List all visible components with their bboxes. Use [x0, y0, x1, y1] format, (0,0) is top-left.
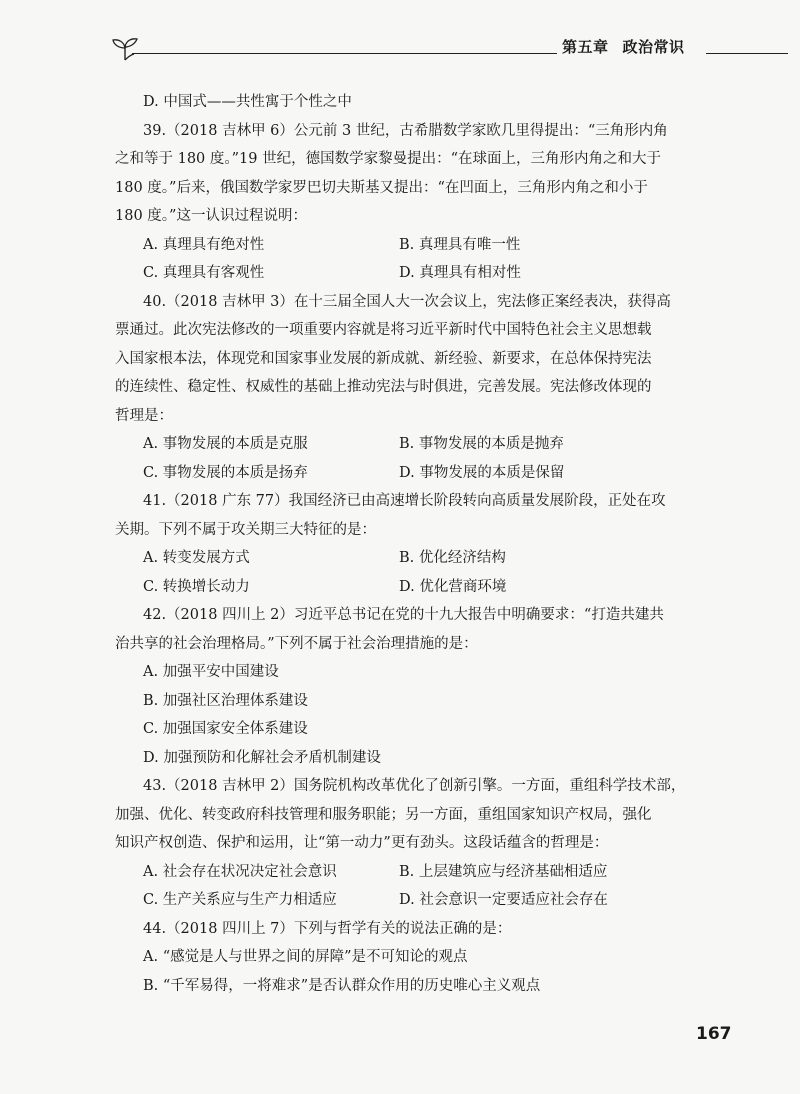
question-40-line: 哲理是： [115, 407, 173, 424]
question-43-line: 知识产权创造、保护和运用，让“第一动力”更有劲头。这段话蕴含的哲理是： [115, 835, 609, 851]
question-39-line: 180 度。”这一认识过程说明： [115, 208, 307, 224]
question-41-options-row [143, 573, 663, 602]
page-header [112, 36, 788, 64]
option-a: A. 事物发展的本质是克服 [143, 436, 308, 452]
header-rule-right [706, 53, 788, 54]
header-rule-left [132, 53, 557, 54]
option-d: D. 加强预防和化解社会矛盾机制建设 [143, 749, 381, 766]
option-b: B. 加强社区治理体系建设 [143, 692, 308, 709]
option-d: D. 中国式——共性寓于个性之中 [143, 94, 352, 110]
option-a: A. 转变发展方式 [143, 550, 250, 566]
option-b: B. 真理具有唯一性 [399, 236, 521, 253]
chapter-title [562, 36, 702, 57]
option-b: B. 优化经济结构 [399, 550, 506, 566]
question-41-options-row [143, 544, 663, 573]
question-39-line: 180 度。”后来，俄国数学家罗巴切夫斯基又提出：“在凹面上，三角形内角之和小于 [115, 179, 648, 196]
option-d: D. 真理具有相对性 [399, 265, 521, 281]
option-d: D. 事物发展的本质是保留 [399, 464, 565, 481]
question-43-line: 43.（2018 吉林甲 2）国务院机构改革优化了创新引擎。一方面，重组科学技术部， [143, 778, 686, 794]
question-44-line: 44.（2018 四川上 7）下列与哲学有关的说法正确的是： [143, 920, 512, 937]
page-number: 167 [696, 1024, 732, 1044]
option-a: A. “感觉是人与世界之间的屏障”是不可知论的观点 [143, 949, 468, 965]
sprout-icon [110, 36, 140, 62]
question-40-line: 的连续性、稳定性、权威性的基础上推动宪法与时俱进，完善发展。宪法修改体现的 [115, 379, 652, 395]
question-40-line: 入国家根本法，体现党和国家事业发展的新成就、新经验、新要求，在总体保持宪法 [115, 350, 652, 367]
option-a: A. 社会存在状况决定社会意识 [143, 863, 337, 880]
option-d: D. 社会意识一定要适应社会存在 [399, 892, 608, 908]
option-b: B. 事物发展的本质是抛弃 [399, 436, 564, 452]
option-c: C. 加强国家安全体系建设 [143, 721, 308, 737]
option-a: A. 加强平安中国建设 [143, 664, 279, 680]
question-41-line: 41.（2018 广东 77）我国经济已由高速增长阶段转向高质量发展阶段，正处在攻 [143, 493, 666, 509]
question-41-line: 关期。下列不属于攻关期三大特征的是： [115, 521, 376, 538]
question-43-options-row [143, 886, 663, 915]
option-b: B. 上层建筑应与经济基础相适应 [399, 863, 608, 880]
option-c: C. 转换增长动力 [143, 578, 250, 595]
chapter-number: 第五章 [562, 38, 609, 56]
question-42-line: 42.（2018 四川上 2）习近平总书记在党的十九大报告中明确要求：“打造共建共 [143, 607, 664, 623]
question-39-line: 之和等于 180 度。”19 世纪，德国数学家黎曼提出：“在球面上，三角形内角之和大于 [115, 151, 662, 167]
option-c: C. 生产关系应与生产力相适应 [143, 892, 337, 908]
option-c: C. 事物发展的本质是扬弃 [143, 464, 308, 481]
option-c: C. 真理具有客观性 [143, 265, 265, 281]
question-43-line: 加强、优化、转变政府科技管理和服务职能；另一方面，重组国家知识产权局，强化 [115, 806, 652, 823]
question-42-line: 治共享的社会治理格局。”下列不属于社会治理措施的是： [115, 635, 478, 652]
question-39-options-row [143, 259, 663, 288]
question-39-line: 39.（2018 吉林甲 6）公元前 3 世纪，古希腊数学家欧几里得提出：“三角形内角 [143, 122, 668, 139]
question-40-line: 票通过。此次宪法修改的一项重要内容就是将习近平新时代中国特色社会主义思想载 [115, 322, 652, 338]
option-a: A. 真理具有绝对性 [143, 236, 265, 253]
page-body [115, 88, 686, 1000]
option-d: D. 优化营商环境 [399, 578, 507, 595]
question-43-options-row [143, 858, 663, 887]
question-40-options-row [143, 430, 663, 459]
question-39-options-row [143, 231, 663, 260]
chapter-subject: 政治常识 [622, 38, 685, 56]
question-40-line: 40.（2018 吉林甲 3）在十三届全国人大一次会议上，宪法修正案经表决，获得高 [143, 293, 671, 310]
option-b: B. “千军易得，一将难求”是否认群众作用的历史唯心主义观点 [143, 977, 541, 994]
question-40-options-row [143, 459, 663, 488]
